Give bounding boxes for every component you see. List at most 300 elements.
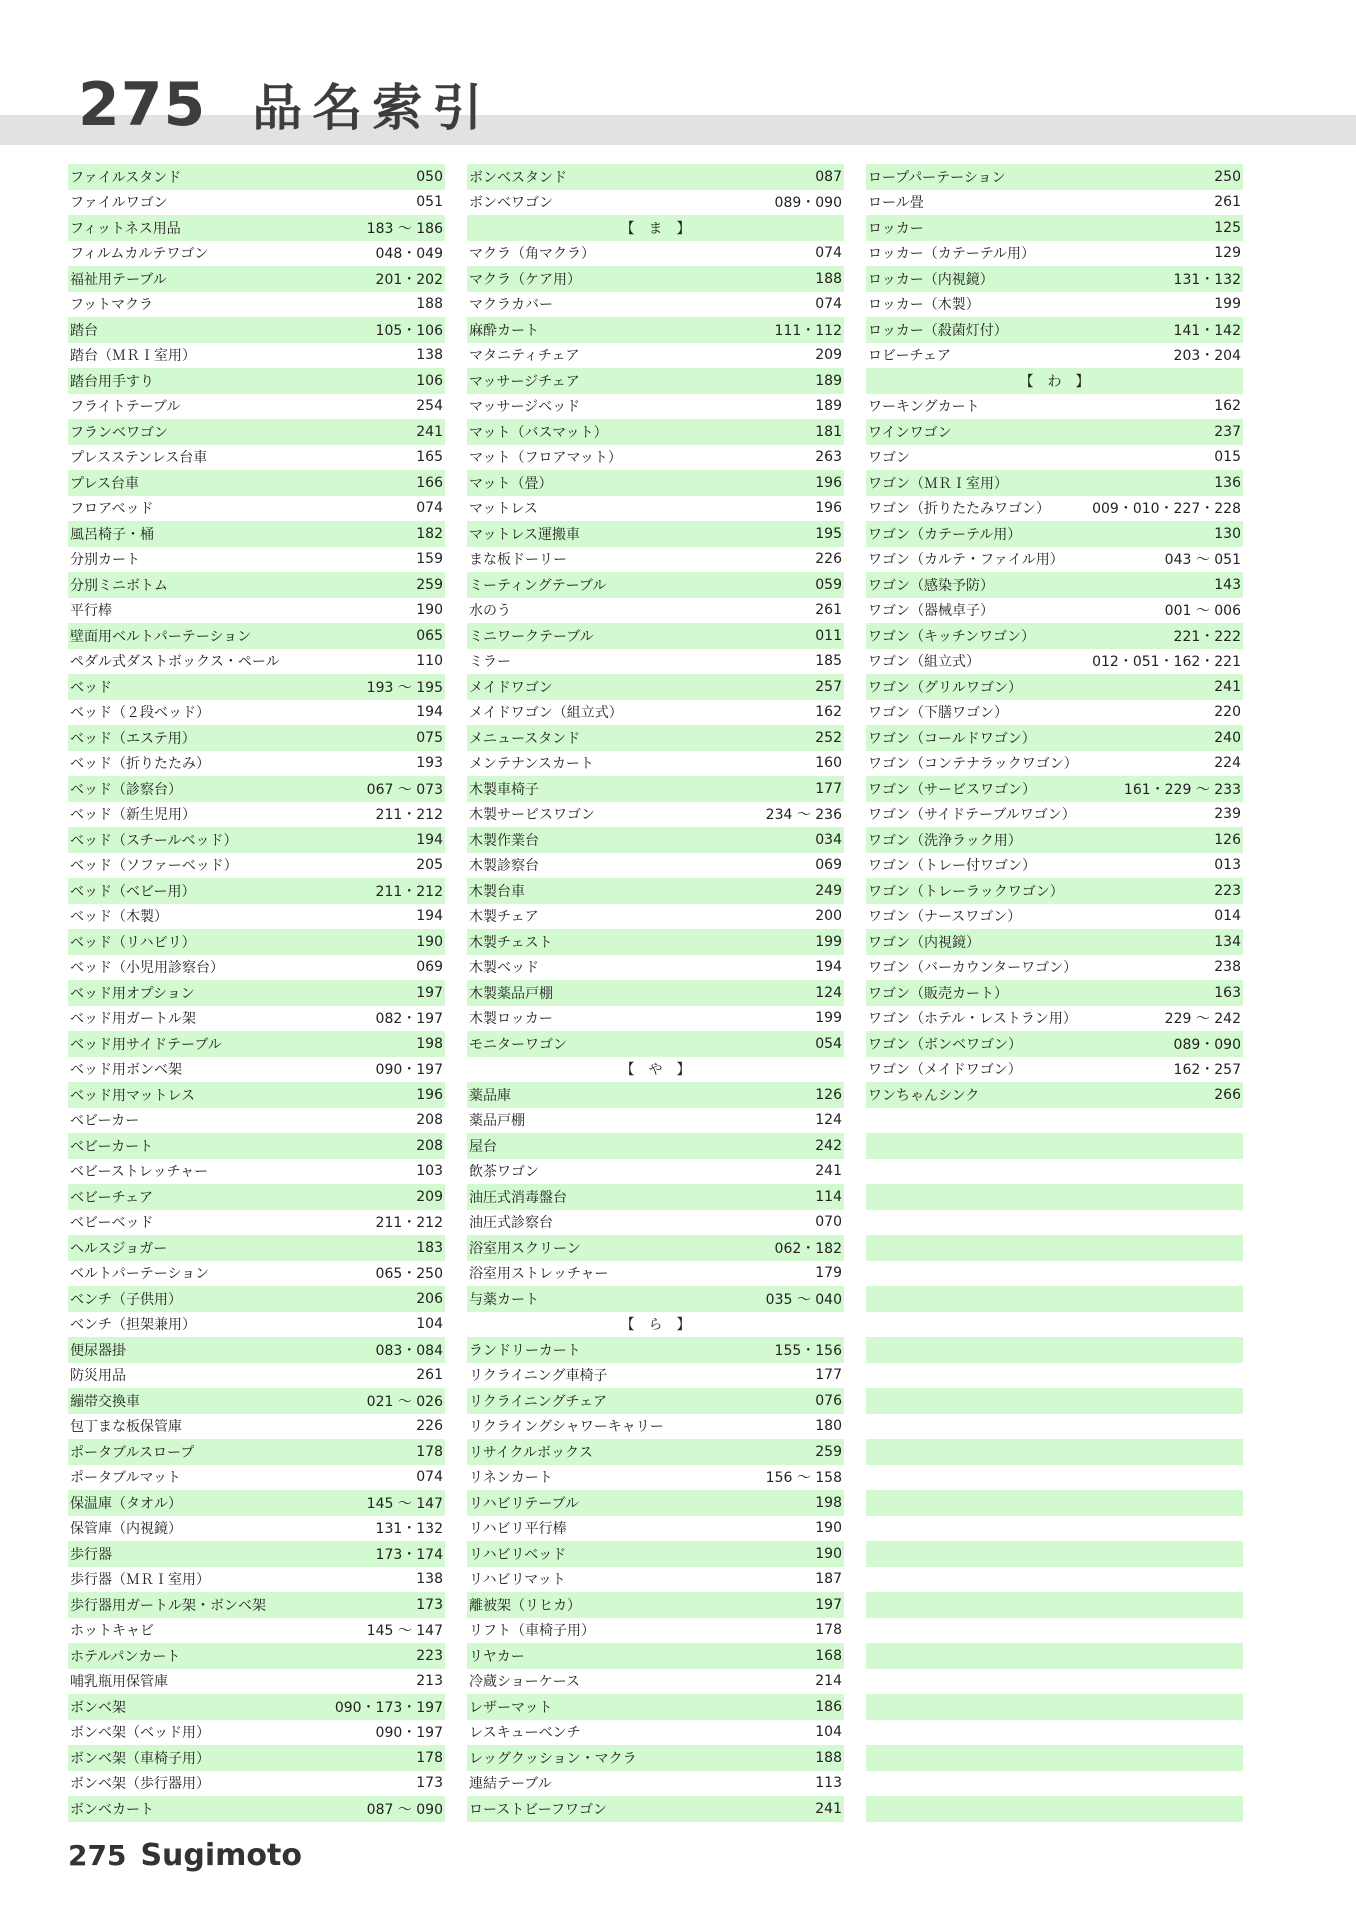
item-name: ボンベカート: [70, 1801, 154, 1818]
item-page: 083・084: [375, 1342, 443, 1359]
index-row: [866, 598, 1243, 624]
item-page: 089・090: [774, 195, 842, 212]
item-name: ワゴン（グリルワゴン）: [868, 679, 1022, 696]
index-row: [68, 776, 445, 802]
item-name: ワゴン（カルテ・ファイル用）: [868, 552, 1064, 569]
item-page: 090・173・197: [334, 1699, 443, 1716]
page-number-large: 275: [78, 70, 207, 140]
index-row: [866, 623, 1243, 649]
index-row: [68, 1235, 445, 1261]
item-name: ワゴン（組立式）: [868, 654, 980, 671]
item-page: 034: [815, 831, 842, 848]
item-page: 074: [815, 245, 842, 262]
item-name: ベッド用ガートル架: [70, 1011, 196, 1028]
item-page: 181: [815, 423, 842, 440]
item-name: ベッド（スチールベッド）: [70, 832, 238, 849]
index-row: [68, 1082, 445, 1108]
index-row: [467, 1720, 844, 1746]
item-page: 196: [815, 500, 842, 517]
index-row: [68, 674, 445, 700]
item-page: 221・222: [1173, 628, 1241, 645]
item-name: 歩行器（ＭＲＩ室用）: [70, 1572, 210, 1589]
index-row: [68, 1516, 445, 1542]
index-row: [467, 623, 844, 649]
item-name: ロッカー（内視鏡）: [868, 271, 994, 288]
index-row: [467, 419, 844, 445]
item-page: 165: [416, 449, 443, 466]
index-row: [467, 929, 844, 955]
item-page: 194: [416, 704, 443, 721]
index-row: [68, 368, 445, 394]
section-label: 【 ら 】: [620, 1317, 691, 1334]
item-page: 162・257: [1173, 1062, 1241, 1079]
item-page: 196: [815, 474, 842, 491]
index-row: [866, 980, 1243, 1006]
item-name: 木製薬品戸棚: [469, 985, 553, 1002]
index-row: [68, 521, 445, 547]
index-row: [68, 470, 445, 496]
index-row: [68, 343, 445, 369]
index-row: [866, 929, 1243, 955]
item-name: 壁面用ベルトパーテーション: [70, 628, 252, 645]
index-row: [68, 496, 445, 522]
item-name: ロッカー（木製）: [868, 297, 980, 314]
item-name: 防災用品: [70, 1368, 126, 1385]
item-name: 哺乳瓶用保管庫: [70, 1674, 168, 1691]
item-name: ワンちゃんシンク: [868, 1087, 980, 1104]
index-row: [467, 1643, 844, 1669]
item-name: レッグクッション・マクラ: [469, 1750, 637, 1767]
item-page: 234 ～ 236: [765, 807, 842, 824]
item-page: 087 ～ 090: [366, 1801, 443, 1818]
item-name: ワゴン（折りたたみワゴン）: [868, 501, 1050, 518]
item-page: 138: [416, 347, 443, 364]
index-row: [467, 878, 844, 904]
item-name: 踏台: [70, 322, 98, 339]
item-name: ペダル式ダストボックス・ペール: [70, 654, 280, 671]
empty-row: [866, 1669, 1243, 1695]
index-row: [68, 955, 445, 981]
item-page: 226: [416, 1418, 443, 1435]
item-page: 178: [416, 1443, 443, 1460]
index-row: [467, 1745, 844, 1771]
item-page: 035 ～ 040: [765, 1291, 842, 1308]
empty-row: [866, 1337, 1243, 1363]
item-name: ミニワークテーブル: [469, 628, 594, 645]
item-page: 224: [1214, 755, 1241, 772]
index-row: [467, 1133, 844, 1159]
item-name: ミーティングテーブル: [469, 577, 607, 594]
empty-row: [866, 1210, 1243, 1236]
item-page: 239: [1214, 806, 1241, 823]
item-page: 259: [416, 576, 443, 593]
index-row: [68, 1337, 445, 1363]
item-page: 125: [1214, 219, 1241, 236]
index-row: [866, 802, 1243, 828]
item-name: ベッド（エステ用）: [70, 730, 196, 747]
empty-row: [866, 1643, 1243, 1669]
item-page: 177: [815, 1367, 842, 1384]
index-row: [467, 317, 844, 343]
item-page: 145 ～ 147: [366, 1495, 443, 1512]
item-name: フライトテーブル: [70, 399, 181, 416]
index-row: [866, 649, 1243, 675]
item-name: ベッド（ソファーベッド）: [70, 858, 238, 875]
index-column-1: [68, 164, 445, 1822]
index-row: [467, 1669, 844, 1695]
item-page: 195: [815, 525, 842, 542]
item-name: ベッド（新生児用）: [70, 807, 196, 824]
item-name: 風呂椅子・桶: [70, 526, 154, 543]
item-name: ワゴン（器械卓子）: [868, 603, 994, 620]
item-page: 051: [416, 194, 443, 211]
item-page: 113: [815, 1775, 842, 1792]
index-row: [866, 1031, 1243, 1057]
item-name: ロッカー（殺菌灯付）: [868, 322, 1008, 339]
index-row: [467, 1567, 844, 1593]
item-page: 193: [416, 755, 443, 772]
index-row: [68, 1465, 445, 1491]
index-column-3: [866, 164, 1243, 1822]
item-page: 090・197: [375, 1062, 443, 1079]
item-page: 141・142: [1173, 322, 1241, 339]
index-row: [866, 164, 1243, 190]
item-page: 190: [815, 1545, 842, 1562]
index-row: [467, 955, 844, 981]
item-page: 194: [815, 959, 842, 976]
index-row: [68, 1159, 445, 1185]
item-name: ベビーカート: [70, 1138, 154, 1155]
item-name: ベビーチェア: [70, 1189, 154, 1206]
index-row: [866, 547, 1243, 573]
item-page: 199: [815, 933, 842, 950]
item-page: 211・212: [375, 1215, 443, 1232]
item-page: 261: [1214, 194, 1241, 211]
item-name: リハビリマット: [469, 1572, 566, 1589]
index-row: [866, 751, 1243, 777]
section-label: 【 ま 】: [620, 220, 691, 237]
item-name: 麻酔カート: [469, 322, 539, 339]
item-name: ベッド（折りたたみ）: [70, 756, 210, 773]
index-row: [866, 266, 1243, 292]
item-name: メンテナンスカート: [469, 756, 594, 773]
item-name: ロビーチェア: [868, 348, 952, 365]
item-name: ベンチ（担架兼用）: [70, 1317, 196, 1334]
item-name: ワゴン（カテーテル用）: [868, 526, 1022, 543]
index-row: [866, 521, 1243, 547]
index-row: [467, 368, 844, 394]
index-row: [467, 700, 844, 726]
item-name: マクラカバー: [469, 297, 553, 314]
empty-row: [866, 1439, 1243, 1465]
index-row: [68, 1108, 445, 1134]
index-row: [467, 1261, 844, 1287]
index-row: [68, 598, 445, 624]
index-row: [467, 980, 844, 1006]
index-row: [866, 190, 1243, 216]
item-page: 197: [416, 984, 443, 1001]
index-row: [68, 1796, 445, 1822]
index-row: [467, 776, 844, 802]
item-name: マット（バスマット）: [469, 424, 608, 441]
index-row: [866, 904, 1243, 930]
item-page: 209: [815, 347, 842, 364]
item-name: ホットキャビ: [70, 1623, 154, 1640]
item-name: ベッド用サイドテーブル: [70, 1036, 222, 1053]
item-name: ベッド用ボンベ架: [70, 1062, 182, 1079]
item-page: 214: [815, 1673, 842, 1690]
item-page: 188: [815, 1749, 842, 1766]
item-page: 069: [416, 959, 443, 976]
footer-page-number: 275: [68, 1839, 127, 1872]
item-page: 200: [815, 908, 842, 925]
item-page: 261: [416, 1367, 443, 1384]
item-page: 075: [416, 729, 443, 746]
item-name: ボンベ架（車椅子用）: [70, 1750, 210, 1767]
section-header: [467, 1312, 844, 1338]
item-name: ワゴン（サイドテーブルワゴン）: [868, 807, 1076, 824]
item-name: 浴室用スクリーン: [469, 1240, 581, 1257]
item-name: マタニティチェア: [469, 348, 580, 365]
index-row: [68, 1312, 445, 1338]
index-row: [68, 241, 445, 267]
item-page: 190: [416, 602, 443, 619]
item-name: ワゴン（ＭＲＩ室用）: [868, 475, 1008, 492]
item-name: ワゴン（ボンベワゴン）: [868, 1036, 1022, 1053]
index-row: [467, 241, 844, 267]
index-row: [467, 1159, 844, 1185]
index-row: [467, 751, 844, 777]
item-name: 福祉用テーブル: [70, 271, 167, 288]
item-name: 歩行器: [70, 1546, 112, 1563]
index-row: [68, 164, 445, 190]
empty-row: [866, 1567, 1243, 1593]
page-title: [78, 68, 492, 140]
index-row: [68, 1618, 445, 1644]
item-page: 209: [416, 1188, 443, 1205]
index-row: [467, 598, 844, 624]
index-row: [467, 1286, 844, 1312]
item-name: ローストビーフワゴン: [469, 1801, 608, 1818]
item-name: メイドワゴン: [469, 679, 553, 696]
item-page: 199: [1214, 296, 1241, 313]
item-name: ベッド用オプション: [70, 985, 195, 1002]
item-name: フィットネス用品: [70, 220, 181, 237]
index-row: [68, 1541, 445, 1567]
index-row: [467, 1210, 844, 1236]
item-name: 繃帯交換車: [70, 1393, 140, 1410]
item-name: 油圧式消毒盤台: [469, 1189, 567, 1206]
item-page: 186: [815, 1698, 842, 1715]
item-page: 074: [815, 296, 842, 313]
item-name: 木製作業台: [469, 832, 539, 849]
index-row: [467, 674, 844, 700]
item-page: 162: [815, 704, 842, 721]
index-row: [68, 623, 445, 649]
item-page: 211・212: [375, 807, 443, 824]
index-row: [68, 1388, 445, 1414]
item-page: 179: [815, 1265, 842, 1282]
item-page: 194: [416, 831, 443, 848]
item-name: マットレス運搬車: [469, 526, 581, 543]
item-name: ベッド（木製）: [70, 909, 168, 926]
item-page: 223: [416, 1647, 443, 1664]
item-name: リネンカート: [469, 1470, 553, 1487]
item-name: マット（畳）: [469, 475, 553, 492]
item-page: 126: [815, 1086, 842, 1103]
index-row: [866, 700, 1243, 726]
item-page: 111・112: [774, 322, 842, 339]
item-name: ワゴン（洗浄ラック用）: [868, 832, 1022, 849]
item-name: ワゴン（ホテル・レストラン用）: [868, 1011, 1077, 1028]
item-page: 069: [815, 857, 842, 874]
empty-row: [866, 1108, 1243, 1134]
item-name: 保管庫（内視鏡）: [70, 1521, 182, 1538]
index-row: [467, 521, 844, 547]
item-name: マットレス: [469, 501, 539, 518]
item-page: 143: [1214, 576, 1241, 593]
item-page: 131・132: [375, 1521, 443, 1538]
item-page: 082・197: [375, 1011, 443, 1028]
item-page: 131・132: [1173, 271, 1241, 288]
item-page: 241: [815, 1163, 842, 1180]
index-row: [866, 725, 1243, 751]
item-name: 踏台（ＭＲＩ室用）: [70, 348, 196, 365]
item-page: 203・204: [1173, 348, 1241, 365]
item-name: 分別カート: [70, 552, 140, 569]
index-row: [467, 292, 844, 318]
item-page: 104: [416, 1316, 443, 1333]
item-name: ボンベワゴン: [469, 195, 553, 212]
item-name: ポータブルマット: [70, 1470, 181, 1487]
item-name: ワゴン（コンテナラックワゴン）: [868, 756, 1078, 773]
item-name: ベビーベッド: [70, 1215, 154, 1232]
index-row: [467, 1490, 844, 1516]
item-name: リハビリテーブル: [469, 1495, 580, 1512]
item-name: ワーキングカート: [868, 399, 980, 416]
item-name: ホテルパンカート: [70, 1648, 181, 1665]
item-page: 155・156: [774, 1342, 842, 1359]
item-page: 110: [416, 653, 443, 670]
index-row: [467, 1592, 844, 1618]
empty-row: [866, 1771, 1243, 1797]
item-name: ロッカー: [868, 220, 924, 237]
item-page: 065・250: [375, 1266, 443, 1283]
item-name: リクライングシャワーキャリー: [469, 1419, 664, 1436]
item-page: 136: [1214, 474, 1241, 491]
index-row: [866, 292, 1243, 318]
item-page: 266: [1214, 1086, 1241, 1103]
index-row: [68, 1669, 445, 1695]
item-name: ベッド（リハビリ）: [70, 934, 196, 951]
item-page: 104: [815, 1724, 842, 1741]
index-row: [68, 1057, 445, 1083]
item-page: 196: [416, 1086, 443, 1103]
item-name: ワゴン（トレー付ワゴン）: [868, 858, 1036, 875]
item-page: 180: [815, 1418, 842, 1435]
index-row: [467, 190, 844, 216]
index-row: [866, 215, 1243, 241]
item-name: 木製診察台: [469, 858, 539, 875]
empty-row: [866, 1184, 1243, 1210]
item-page: 067 ～ 073: [366, 781, 443, 798]
index-row: [68, 904, 445, 930]
item-name: ランドリーカート: [469, 1342, 581, 1359]
item-page: 124: [815, 1112, 842, 1129]
item-name: 冷蔵ショーケース: [469, 1674, 581, 1691]
item-page: 241: [815, 1800, 842, 1817]
item-page: 220: [1214, 704, 1241, 721]
item-page: 206: [416, 1290, 443, 1307]
item-page: 074: [416, 1469, 443, 1486]
item-page: 194: [416, 908, 443, 925]
item-page: 229 ～ 242: [1164, 1011, 1241, 1028]
index-row: [467, 802, 844, 828]
item-page: 208: [416, 1137, 443, 1154]
item-name: ボンベ架: [70, 1699, 126, 1716]
index-row: [467, 445, 844, 471]
brand-logo: Sugimoto: [140, 1838, 302, 1873]
index-row: [866, 572, 1243, 598]
item-page: 163: [1214, 984, 1241, 1001]
item-page: 130: [1214, 525, 1241, 542]
item-name: レスキューベンチ: [469, 1725, 581, 1742]
index-row: [467, 827, 844, 853]
index-row: [866, 343, 1243, 369]
empty-row: [866, 1541, 1243, 1567]
item-page: 223: [1214, 882, 1241, 899]
index-row: [68, 1414, 445, 1440]
index-row: [68, 1006, 445, 1032]
item-name: まな板ドーリー: [469, 552, 567, 569]
index-row: [68, 1745, 445, 1771]
section-header: [866, 368, 1243, 394]
index-row: [467, 1031, 844, 1057]
item-name: 便尿器掛: [70, 1342, 126, 1359]
item-page: 187: [815, 1571, 842, 1588]
item-page: 138: [416, 1571, 443, 1588]
empty-row: [866, 1490, 1243, 1516]
empty-row: [866, 1745, 1243, 1771]
index-row: [467, 1694, 844, 1720]
index-row: [467, 1414, 844, 1440]
item-page: 257: [815, 678, 842, 695]
item-name: フィルムカルテワゴン: [70, 246, 209, 263]
empty-row: [866, 1720, 1243, 1746]
index-row: [68, 1694, 445, 1720]
empty-row: [866, 1133, 1243, 1159]
item-page: 054: [815, 1035, 842, 1052]
index-row: [467, 1235, 844, 1261]
item-page: 103: [416, 1163, 443, 1180]
item-name: ワゴン（下膳ワゴン）: [868, 705, 1008, 722]
item-name: ワゴン（ナースワゴン）: [868, 909, 1022, 926]
index-row: [866, 674, 1243, 700]
index-row: [866, 1057, 1243, 1083]
empty-row: [866, 1516, 1243, 1542]
item-page: 189: [815, 372, 842, 389]
item-name: ワゴン（サービスワゴン）: [868, 781, 1036, 798]
item-page: 089・090: [1173, 1036, 1241, 1053]
footer: [68, 1838, 302, 1873]
item-name: 保温庫（タオル）: [70, 1495, 182, 1512]
index-row: [866, 878, 1243, 904]
index-row: [467, 1184, 844, 1210]
item-name: 木製台車: [469, 883, 525, 900]
index-row: [467, 343, 844, 369]
index-row: [467, 394, 844, 420]
item-name: 連結テーブル: [469, 1776, 552, 1793]
